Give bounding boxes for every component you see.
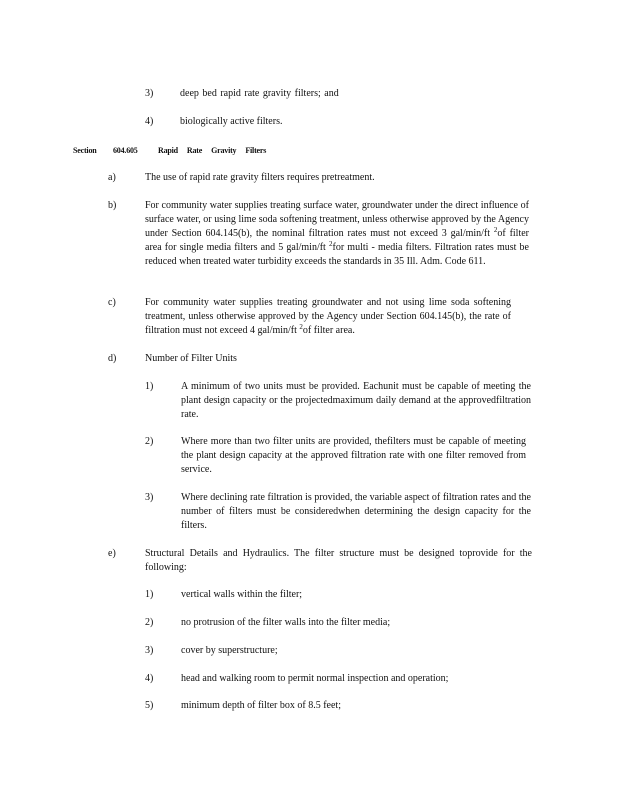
sub-number: 1) [145, 381, 154, 392]
sub-number: 3) [145, 645, 154, 656]
item-letter: d) [108, 353, 117, 364]
sub-item-text: cover by superstructure; [181, 645, 278, 656]
sub-item-text: head and walking room to permit normal inspection and operation; [181, 673, 449, 684]
paragraph [145, 296, 511, 338]
sub-item-text: no protrusion of the filter walls into the filter media; [181, 617, 391, 628]
sub-item-text: vertical walls within the filter; [181, 589, 303, 600]
paragraph-text: for multi - media filters. Filtration rates must be reduced when treated water turbidity exceeds the standards in 35 Ill. Adm. Code 611. [145, 242, 529, 267]
superscript: 2 [328, 240, 333, 248]
sub-number: 3) [145, 492, 154, 503]
sub-item-text: Where declining rate filtration is provided, the variable aspect of filtration rates and the number of filters must be consideredwhen determining the design capacity for the filters. [181, 492, 531, 531]
paragraph-text: of filter area for single media filters and 5 gal/min/ft [145, 228, 530, 253]
paragraph-text: For community water supplies treating groundwater and not using lime soda softening treatment, unless otherwise approved by the Agency under Section 604.145(b), the rate of filtration must not exceed 4 gal/min/ft [145, 297, 511, 336]
item-letter: b) [108, 200, 117, 211]
superscript: 2 [493, 226, 498, 234]
sub-number: 1) [145, 589, 154, 600]
section-title: Rapid Rate Gravity Filters [158, 146, 267, 155]
item-letter: a) [108, 172, 116, 183]
sub-item-text: minimum depth of filter box of 8.5 feet; [181, 700, 341, 711]
sub-number: 2) [145, 617, 154, 628]
paragraph-text: For community water supplies treating surface water, groundwater under the direct influence of surface water, or using lime soda softening treatment, unless otherwise approved by the Agency under Section 604.145(b), the nominal filtration rates must not exceed 3 gal/min/ft [145, 200, 529, 239]
sub-number: 5) [145, 700, 154, 711]
item-text: The use of rapid rate gravity filters requires pretreatment. [145, 172, 375, 183]
sub-item-text: Where more than two filter units are provided, thefilters must be capable of meeting the plant design capacity at the approved filtration rate with one filter removed from service. [181, 436, 526, 475]
sub-item-text: A minimum of two units must be provided. Eachunit must be capable of meeting the plant design capacity or the projectedmaximum daily demand at the approvedfiltration rate. [181, 381, 531, 420]
item-letter: e) [108, 548, 116, 559]
paragraph [145, 199, 529, 269]
sub-number: 4) [145, 673, 154, 684]
section-number: 604.605 [113, 146, 138, 155]
section-label: Section [73, 146, 97, 155]
sub-number: 2) [145, 436, 154, 447]
item-text: Number of Filter Units [145, 353, 237, 364]
paragraph: Structural Details and Hydraulics. The filter structure must be designed toprovide for the following: [145, 548, 532, 573]
superscript: 2 [299, 323, 303, 331]
list-item-text: deep bed rapid rate gravity filters; and [180, 88, 339, 99]
paragraph-text: of filter area. [302, 325, 355, 336]
item-letter: c) [108, 297, 116, 308]
list-number: 4) [145, 116, 154, 127]
list-number: 3) [145, 88, 154, 99]
list-item-text: biologically active filters. [180, 116, 283, 127]
